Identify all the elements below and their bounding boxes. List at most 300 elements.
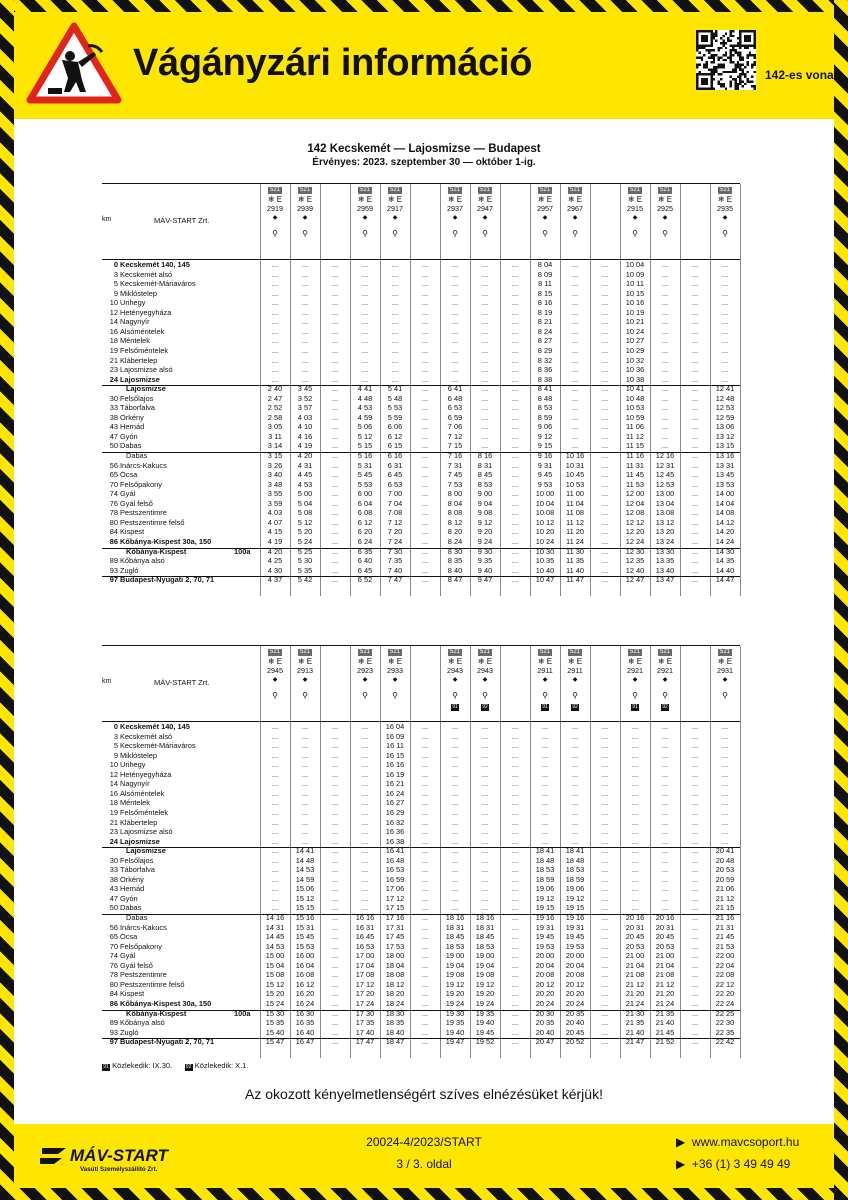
time-cell: ...	[271, 288, 279, 298]
station-name: Zugló	[120, 1028, 139, 1037]
time-cell: ...	[451, 788, 459, 798]
time-cell: ...	[361, 307, 369, 317]
train-number: 2923	[357, 666, 373, 675]
time-cell: ...	[601, 913, 609, 922]
time-cell: 16 41	[385, 846, 405, 856]
time-cell: 4 25	[267, 556, 283, 566]
phone-number: ▶ +36 (1) 3 49 49 49	[676, 1157, 791, 1171]
time-cell: ...	[511, 393, 519, 403]
time-cell: 16 24	[295, 998, 315, 1008]
train-type-badge: 521	[269, 187, 280, 193]
time-cell: 15 31	[295, 922, 315, 932]
time-cell: 15 53	[295, 941, 315, 951]
time-cell: ...	[361, 326, 369, 336]
time-cell: 11 06	[626, 422, 644, 432]
time-cell: ...	[451, 779, 459, 789]
time-cell: ...	[661, 750, 669, 760]
station-name: Felsőpakony	[120, 942, 162, 951]
time-cell: ...	[661, 336, 669, 346]
time-cell: 4 53	[357, 403, 373, 413]
direction-arrow-icon: ◆	[572, 215, 578, 221]
direction-arrow-icon: ◆	[482, 215, 488, 221]
time-cell: ...	[691, 317, 699, 327]
train-column-header	[650, 184, 680, 239]
time-cell: 14 00	[715, 489, 735, 499]
time-cell: ...	[721, 298, 729, 308]
time-cell: ...	[301, 345, 309, 355]
table-row	[102, 366, 740, 375]
train-number: 2967	[567, 204, 583, 213]
time-cell: ...	[661, 903, 669, 913]
time-cell: ...	[511, 932, 519, 942]
time-cell: ...	[361, 807, 369, 817]
km-cell: 38	[109, 874, 118, 884]
time-cell: ...	[601, 365, 609, 375]
time-cell: 11 24	[566, 536, 584, 546]
time-cell: ...	[511, 874, 519, 884]
train-type-badge: 521	[719, 187, 730, 193]
time-cell: 22 08	[715, 970, 735, 980]
time-cell: ...	[331, 412, 339, 422]
time-cell: 3 57	[297, 403, 313, 413]
ac-icon: ❄ E	[627, 657, 643, 666]
time-cell: 16 15	[385, 750, 405, 760]
time-cell: ...	[301, 807, 309, 817]
time-cell: 9 16	[537, 451, 553, 460]
time-cell: ...	[361, 836, 369, 846]
time-cell: 5 12	[297, 517, 313, 527]
time-cell: ...	[571, 431, 579, 441]
time-cell: 21 53	[715, 941, 735, 951]
time-cell: 4 15	[267, 527, 283, 537]
time-cell: 10 30	[535, 546, 555, 556]
time-cell: ...	[331, 722, 339, 731]
time-cell: 11 31	[626, 460, 644, 470]
time-cell: ...	[691, 517, 699, 527]
time-cell: ...	[601, 1018, 609, 1028]
time-cell: ...	[331, 384, 339, 394]
table-row	[102, 433, 740, 442]
time-cell: ...	[301, 731, 309, 741]
time-cell: ...	[331, 951, 339, 961]
time-cell: ...	[541, 798, 549, 808]
time-cell: ...	[721, 779, 729, 789]
time-cell: 21 20	[655, 989, 675, 999]
time-cell: ...	[631, 817, 639, 827]
time-cell: ...	[601, 779, 609, 789]
time-cell: ...	[511, 760, 519, 770]
time-cell: ...	[691, 565, 699, 575]
train-number: 2937	[447, 204, 463, 213]
time-cell: ...	[631, 903, 639, 913]
time-cell: ...	[601, 508, 609, 518]
time-cell: ...	[511, 817, 519, 827]
time-cell: 15 04	[265, 960, 285, 970]
time-cell: ...	[571, 384, 579, 394]
ac-icon: ❄ E	[537, 657, 553, 666]
time-cell: 22 35	[715, 1027, 735, 1037]
bicycle-icon: ⚲	[362, 691, 368, 700]
time-cell: 5 59	[387, 412, 403, 422]
time-cell: ...	[691, 279, 699, 289]
time-cell: ...	[391, 288, 399, 298]
time-cell: 21 15	[715, 903, 735, 913]
time-cell: ...	[331, 326, 339, 336]
time-cell: 13 47	[655, 575, 675, 585]
time-cell: 12 41	[715, 384, 735, 394]
time-cell: ...	[691, 298, 699, 308]
time-cell: 17 06	[385, 884, 405, 894]
time-cell: ...	[631, 750, 639, 760]
train-number: 2945	[267, 666, 283, 675]
time-cell: ...	[691, 393, 699, 403]
time-cell: ...	[511, 489, 519, 499]
website-link[interactable]: ▶ www.mavcsoport.hu	[676, 1135, 800, 1149]
time-cell: ...	[451, 722, 459, 731]
table-row	[102, 933, 740, 942]
time-cell: ...	[271, 741, 279, 751]
time-cell: ...	[301, 836, 309, 846]
train-type-badge: 521	[629, 187, 640, 193]
time-cell: 13 12	[655, 517, 675, 527]
table-row	[102, 404, 740, 413]
time-cell: 9 12	[477, 517, 493, 527]
table-row	[102, 1029, 740, 1038]
table-row	[102, 576, 740, 585]
time-cell: 2 47	[267, 393, 283, 403]
time-cell: ...	[541, 750, 549, 760]
time-cell: ...	[601, 1008, 609, 1018]
time-cell: ...	[541, 788, 549, 798]
time-cell: ...	[301, 326, 309, 336]
time-cell: ...	[361, 374, 369, 384]
time-cell: ...	[601, 989, 609, 999]
bicycle-icon: ⚲	[572, 229, 578, 238]
time-cell: ...	[601, 393, 609, 403]
time-cell: 5 04	[297, 498, 313, 508]
time-cell: ...	[571, 260, 579, 269]
footnote-marker: 91	[452, 704, 458, 710]
time-cell: ...	[511, 384, 519, 394]
timetable-1	[102, 183, 740, 596]
time-cell: 14 30	[715, 546, 735, 556]
time-cell: 12 30	[625, 546, 645, 556]
table-row	[102, 761, 740, 770]
time-cell: ...	[571, 836, 579, 846]
time-cell: 20 40	[535, 1027, 555, 1037]
time-cell: ...	[271, 836, 279, 846]
time-cell: 5 12	[357, 431, 373, 441]
time-cell: 15 08	[265, 970, 285, 980]
time-cell: ...	[481, 374, 489, 384]
section-divider	[102, 548, 740, 549]
time-cell: ...	[571, 279, 579, 289]
time-cell: ...	[511, 269, 519, 279]
time-cell: 5 16	[357, 451, 373, 460]
time-cell: 10 20	[535, 527, 555, 537]
time-cell: ...	[691, 884, 699, 894]
time-cell: 19 12	[445, 979, 465, 989]
time-cell: ...	[481, 874, 489, 884]
time-cell: ...	[631, 893, 639, 903]
time-cell: ...	[541, 731, 549, 741]
time-cell: 19 35	[475, 1008, 495, 1018]
time-cell: ...	[511, 298, 519, 308]
time-cell: 20 16	[625, 913, 645, 922]
time-cell: ...	[661, 874, 669, 884]
time-cell: 21 00	[655, 951, 675, 961]
time-cell: ...	[331, 1037, 339, 1047]
time-cell: 16 36	[385, 827, 405, 837]
time-cell: ...	[601, 827, 609, 837]
time-cell: ...	[301, 817, 309, 827]
time-cell: ...	[391, 326, 399, 336]
time-cell: ...	[451, 903, 459, 913]
time-cell: ...	[421, 451, 429, 460]
time-cell: ...	[481, 260, 489, 269]
time-cell: ...	[421, 527, 429, 537]
train-number: 2921	[627, 666, 643, 675]
km-cell: 93	[109, 1027, 118, 1037]
time-cell: 18 45	[475, 932, 495, 942]
time-cell: ...	[691, 470, 699, 480]
train-column-header	[470, 646, 500, 711]
train-number: 2959	[357, 204, 373, 213]
time-cell: 13 35	[655, 556, 675, 566]
table-row	[102, 414, 740, 423]
time-cell: ...	[331, 288, 339, 298]
time-cell: 17 00	[355, 951, 375, 961]
time-cell: 5 53	[387, 403, 403, 413]
train-type-badge: 521	[659, 649, 670, 655]
time-cell: ...	[331, 317, 339, 327]
connection-ref: 100a	[234, 1008, 251, 1018]
train-number: 2939	[297, 204, 313, 213]
time-cell: ...	[451, 836, 459, 846]
time-cell: ...	[661, 788, 669, 798]
time-cell: ...	[271, 374, 279, 384]
time-cell: 19 00	[445, 951, 465, 961]
train-number: 2957	[537, 204, 553, 213]
bicycle-icon: ⚲	[632, 691, 638, 700]
time-cell: 3 14	[267, 441, 283, 451]
time-cell: 11 00	[566, 489, 584, 499]
time-cell: 10 15	[625, 288, 645, 298]
train-type-badge: 521	[569, 649, 580, 655]
time-cell: ...	[361, 731, 369, 741]
time-cell: ...	[331, 941, 339, 951]
time-cell: 8 59	[537, 412, 553, 422]
time-cell: 10 08	[535, 508, 555, 518]
time-cell: ...	[661, 722, 669, 731]
time-cell: 20 12	[535, 979, 555, 989]
time-cell: 21 12	[655, 979, 675, 989]
time-cell: ...	[601, 479, 609, 489]
station-name: Lajosmizse	[126, 385, 166, 394]
km-cell: 86	[109, 536, 118, 546]
time-cell: ...	[721, 827, 729, 837]
km-cell: 12	[109, 769, 118, 779]
time-cell: ...	[331, 836, 339, 846]
time-cell: 5 35	[297, 565, 313, 575]
train-type-badge: 521	[449, 649, 460, 655]
time-cell: ...	[481, 412, 489, 422]
time-cell: ...	[691, 374, 699, 384]
time-cell: ...	[331, 798, 339, 808]
time-cell: ...	[451, 884, 459, 894]
time-cell: 18 12	[385, 979, 405, 989]
section-divider	[102, 1038, 740, 1039]
time-cell: 12 16	[655, 451, 675, 460]
time-cell: ...	[601, 941, 609, 951]
time-cell: ...	[331, 336, 339, 346]
time-cell: ...	[331, 1027, 339, 1037]
time-cell: ...	[601, 817, 609, 827]
station-name: Miklóstelep	[120, 751, 157, 760]
station-name: Gyón	[120, 432, 138, 441]
time-cell: ...	[481, 750, 489, 760]
time-cell: 8 40	[447, 565, 463, 575]
time-cell: 9 06	[537, 422, 553, 432]
time-cell: 20 04	[535, 960, 555, 970]
time-cell: 22 24	[715, 998, 735, 1008]
km-cell: 14	[109, 317, 118, 327]
time-cell: ...	[691, 546, 699, 556]
time-cell: 13 04	[655, 498, 675, 508]
station-name: Gyál felső	[120, 499, 153, 508]
time-cell: 7 04	[387, 498, 403, 508]
time-cell: ...	[721, 750, 729, 760]
time-cell: ...	[421, 932, 429, 942]
time-cell: ...	[451, 355, 459, 365]
time-cell: ...	[421, 722, 429, 731]
time-cell: 9 00	[477, 489, 493, 499]
table-row	[102, 481, 740, 490]
time-cell: 17 35	[355, 1018, 375, 1028]
time-cell: ...	[331, 269, 339, 279]
time-cell: 19 15	[565, 903, 585, 913]
train-column-header	[710, 184, 740, 239]
time-cell: ...	[511, 403, 519, 413]
time-cell: 14 24	[715, 536, 735, 546]
km-cell: 76	[109, 960, 118, 970]
time-cell: 18 59	[535, 874, 555, 884]
footnote-91-text: Közlekedik: IX.30.	[112, 1061, 173, 1070]
time-cell: 15 20	[265, 989, 285, 999]
time-cell: 21 31	[715, 922, 735, 932]
bicycle-icon: ⚲	[362, 229, 368, 238]
timetable-name: 142 Kecskemét — Lajosmizse — Budapest	[307, 143, 541, 155]
train-number: 2921	[657, 666, 673, 675]
station-name: Úrihegy	[120, 299, 146, 308]
km-cell: 3	[113, 731, 118, 741]
time-cell: 17 20	[355, 989, 375, 999]
ac-icon: ❄ E	[387, 657, 403, 666]
time-cell: ...	[451, 269, 459, 279]
time-cell: ...	[331, 893, 339, 903]
time-cell: 10 32	[625, 355, 645, 365]
time-cell: ...	[271, 779, 279, 789]
time-cell: ...	[271, 903, 279, 913]
qr-code-icon[interactable]	[696, 30, 756, 90]
time-cell: ...	[271, 279, 279, 289]
time-cell: ...	[601, 731, 609, 741]
time-cell: ...	[331, 422, 339, 432]
time-cell: 4 20	[267, 546, 283, 556]
time-cell: ...	[721, 731, 729, 741]
time-cell: 21 08	[625, 970, 645, 980]
time-cell: 19 53	[565, 941, 585, 951]
time-cell: ...	[481, 817, 489, 827]
time-cell: ...	[601, 798, 609, 808]
station-name: Gyál	[120, 952, 136, 961]
section-divider	[102, 847, 740, 848]
station-name: Pestszentimre felső	[120, 518, 185, 527]
time-cell: ...	[331, 546, 339, 556]
time-cell: ...	[511, 855, 519, 865]
time-cell: ...	[631, 788, 639, 798]
time-cell: ...	[421, 384, 429, 394]
time-cell: ...	[361, 779, 369, 789]
time-cell: ...	[421, 298, 429, 308]
time-cell: ...	[421, 750, 429, 760]
time-cell: ...	[301, 298, 309, 308]
time-cell: 20 12	[565, 979, 585, 989]
time-cell: ...	[421, 489, 429, 499]
train-type-badge: 521	[569, 187, 580, 193]
time-cell: ...	[571, 779, 579, 789]
header-divider	[102, 259, 740, 260]
km-cell: 93	[109, 565, 118, 575]
time-cell: ...	[301, 269, 309, 279]
time-cell: 17 24	[355, 998, 375, 1008]
time-cell: ...	[511, 546, 519, 556]
time-cell: 10 16	[625, 298, 645, 308]
time-cell: ...	[601, 498, 609, 508]
table-row	[102, 809, 740, 818]
time-cell: 10 24	[535, 536, 555, 546]
time-cell: ...	[511, 951, 519, 961]
time-cell: 11 08	[566, 508, 584, 518]
time-cell: ...	[421, 470, 429, 480]
time-cell: 15 00	[265, 951, 285, 961]
time-cell: ...	[691, 731, 699, 741]
km-cell: 65	[109, 470, 118, 480]
time-cell: 17 04	[355, 960, 375, 970]
time-cell: 13 15	[715, 441, 735, 451]
time-cell: ...	[421, 1037, 429, 1047]
table-row	[102, 828, 740, 837]
km-cell: 43	[109, 884, 118, 894]
table-row	[102, 271, 740, 280]
time-cell: 12 53	[655, 479, 675, 489]
station-name: Hernád	[120, 423, 145, 432]
time-cell: ...	[421, 546, 429, 556]
train-column-header	[620, 646, 650, 711]
time-cell: ...	[421, 393, 429, 403]
station-name: Kőbánya alsó	[120, 557, 165, 566]
time-cell: ...	[631, 731, 639, 741]
time-cell: 21 24	[655, 998, 675, 1008]
time-cell: 16 16	[355, 913, 375, 922]
time-cell: ...	[481, 288, 489, 298]
time-cell: ...	[691, 336, 699, 346]
time-cell: ...	[541, 807, 549, 817]
time-cell: ...	[301, 769, 309, 779]
time-cell: ...	[301, 336, 309, 346]
time-cell: ...	[421, 403, 429, 413]
time-cell: ...	[391, 355, 399, 365]
